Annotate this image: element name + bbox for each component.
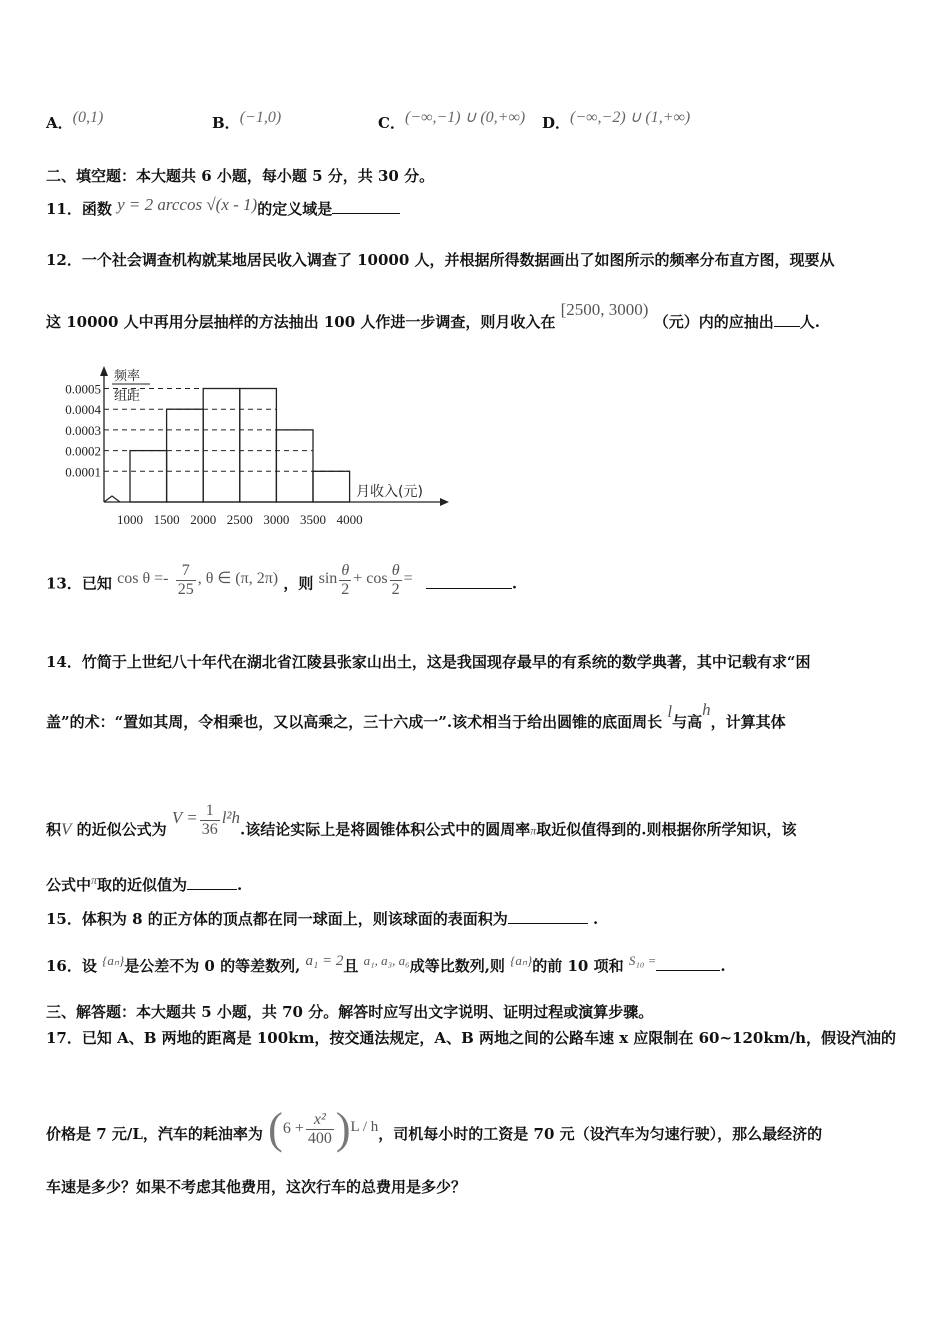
- option-d-value: (−∞,−2) ∪ (1,+∞): [570, 109, 691, 126]
- x-tick-label: 2500: [226, 512, 253, 527]
- question-14-line1: 14．竹简于上世纪八十年代在湖北省江陵县张家山出土，这是我国现存最早的有系统的数学典著，其中记载有求“困: [46, 653, 811, 671]
- q14-answer-blank: [187, 875, 237, 890]
- q11-answer-blank: [332, 199, 400, 214]
- x-tick-label: 4000: [336, 512, 363, 527]
- section-2-heading: 二、填空题：本大题共 6 小题，每小题 5 分，共 30 分。: [46, 167, 435, 185]
- frequency-histogram: [46, 362, 466, 534]
- question-14-line2: 盖”的术：“置如其周，令相乘也，又以高乘之，三十六成一”.该术相当于给出圆锥的底面周长 l与高h，计算其体: [46, 700, 786, 731]
- y-tick-label: 0.0003: [65, 422, 101, 438]
- question-14-line4: 公式中$^\pi$取的近似值为 .: [46, 873, 243, 894]
- option-a-value: (0,1): [72, 109, 104, 126]
- histogram-bar: [313, 471, 350, 502]
- histogram-bar: [276, 430, 313, 502]
- axis-break: [104, 496, 120, 502]
- question-11: 11．函数 y = 2 arccos √(x - 1)的定义域是: [46, 198, 400, 219]
- y-tick-label: 0.0004: [65, 402, 101, 418]
- x-tick-label: 2000: [190, 512, 217, 527]
- option-b-value: (−1,0): [239, 109, 282, 126]
- histogram-bar: [167, 409, 204, 502]
- histogram-bar: [130, 451, 167, 502]
- y-tick-label: 0.0005: [65, 381, 101, 397]
- q15-answer-blank: [508, 909, 588, 924]
- histogram-bar: [240, 389, 277, 503]
- y-label-top: 频率: [114, 369, 141, 384]
- option-a: A．(0,1): [46, 109, 104, 132]
- y-tick-label: 0.0002: [65, 443, 101, 459]
- option-c: C．(−∞,−1) ∪ (0,+∞): [378, 109, 526, 132]
- question-17-line3: 车速是多少？如果不考虑其他费用，这次行车的总费用是多少？: [46, 1178, 467, 1196]
- q12-answer-blank: [774, 312, 800, 327]
- question-12-line1: 12．一个社会调查机构就某地居民收入调查了 10000 人，并根据所得数据画出了如图所示的频率分布直方图，现要从: [46, 251, 835, 269]
- x-axis-label: 月收入(元): [356, 484, 423, 500]
- question-17-line1: 17．已知 A、B 两地的距离是 100km，按交通法规定，A、B 两地之间的公路车速 x 应限制在 60~120km/h，假设汽油的: [46, 1029, 896, 1047]
- x-tick-label: 1500: [153, 512, 180, 527]
- option-b: B．(−1,0): [212, 109, 282, 132]
- q16-answer-blank: [656, 956, 720, 971]
- option-d: D．(−∞,−2) ∪ (1,+∞): [542, 109, 691, 132]
- q12-interval: [2500, 3000): [560, 300, 649, 319]
- question-17-line2: 价格是 7 元/L，汽车的耗油率为 (6 + $\frac{\text{x²}}{400}$ )L / h，司机每小时的工资是 70 元（设汽车为匀速行驶），那么最经济的: [46, 1104, 823, 1153]
- option-c-value: (−∞,−1) ∪ (0,+∞): [404, 109, 526, 126]
- q11-formula: y = 2 arccos √(x - 1): [117, 195, 258, 214]
- histogram-bar: [203, 389, 240, 503]
- x-tick-label: 1000: [117, 512, 143, 527]
- y-label-bottom: 组距: [114, 389, 141, 404]
- question-12-line2: 这 10000 人中再用分层抽样的方法抽出 100 人作进一步调查，则月收入在 [2500, 3000) （元）内的应抽出 人.: [46, 300, 820, 331]
- question-15: 15．体积为 8 的正方体的顶点都在同一球面上，则该球面的表面积为 .: [46, 910, 599, 928]
- question-16: 16．设 {aₙ}是公差不为 0 的等差数列, a₁ = 2且 a₁, a₃, a₆成等比数列,则 {aₙ}的前 10 项和 S₁₀ = .: [46, 953, 726, 975]
- q13-answer-blank: [426, 574, 512, 589]
- section-3-heading: 三、解答题：本大题共 5 小题，共 70 分。解答时应写出文字说明、证明过程或演算步骤。: [46, 1003, 654, 1021]
- question-14-line3: 积V 的近似公式为 V = $\frac{1}{36}$ l²h.该结论实际上是将圆锥体积公式中的圆周率π取近似值得到的.则根据你所学知识，该: [46, 802, 797, 839]
- x-tick-label: 3000: [263, 512, 290, 527]
- y-axis-arrow: [100, 366, 108, 376]
- question-13: 13．已知 cos θ =- $\frac{7}{25}$ , θ ∈ (π, 2π) ，则 sin $\frac{\theta}{2}$ + cos $\frac{\theta}{2}$ = .: [46, 562, 518, 598]
- y-tick-label: 0.0001: [65, 464, 101, 480]
- x-axis-arrow: [440, 498, 449, 506]
- x-tick-label: 3500: [300, 512, 326, 527]
